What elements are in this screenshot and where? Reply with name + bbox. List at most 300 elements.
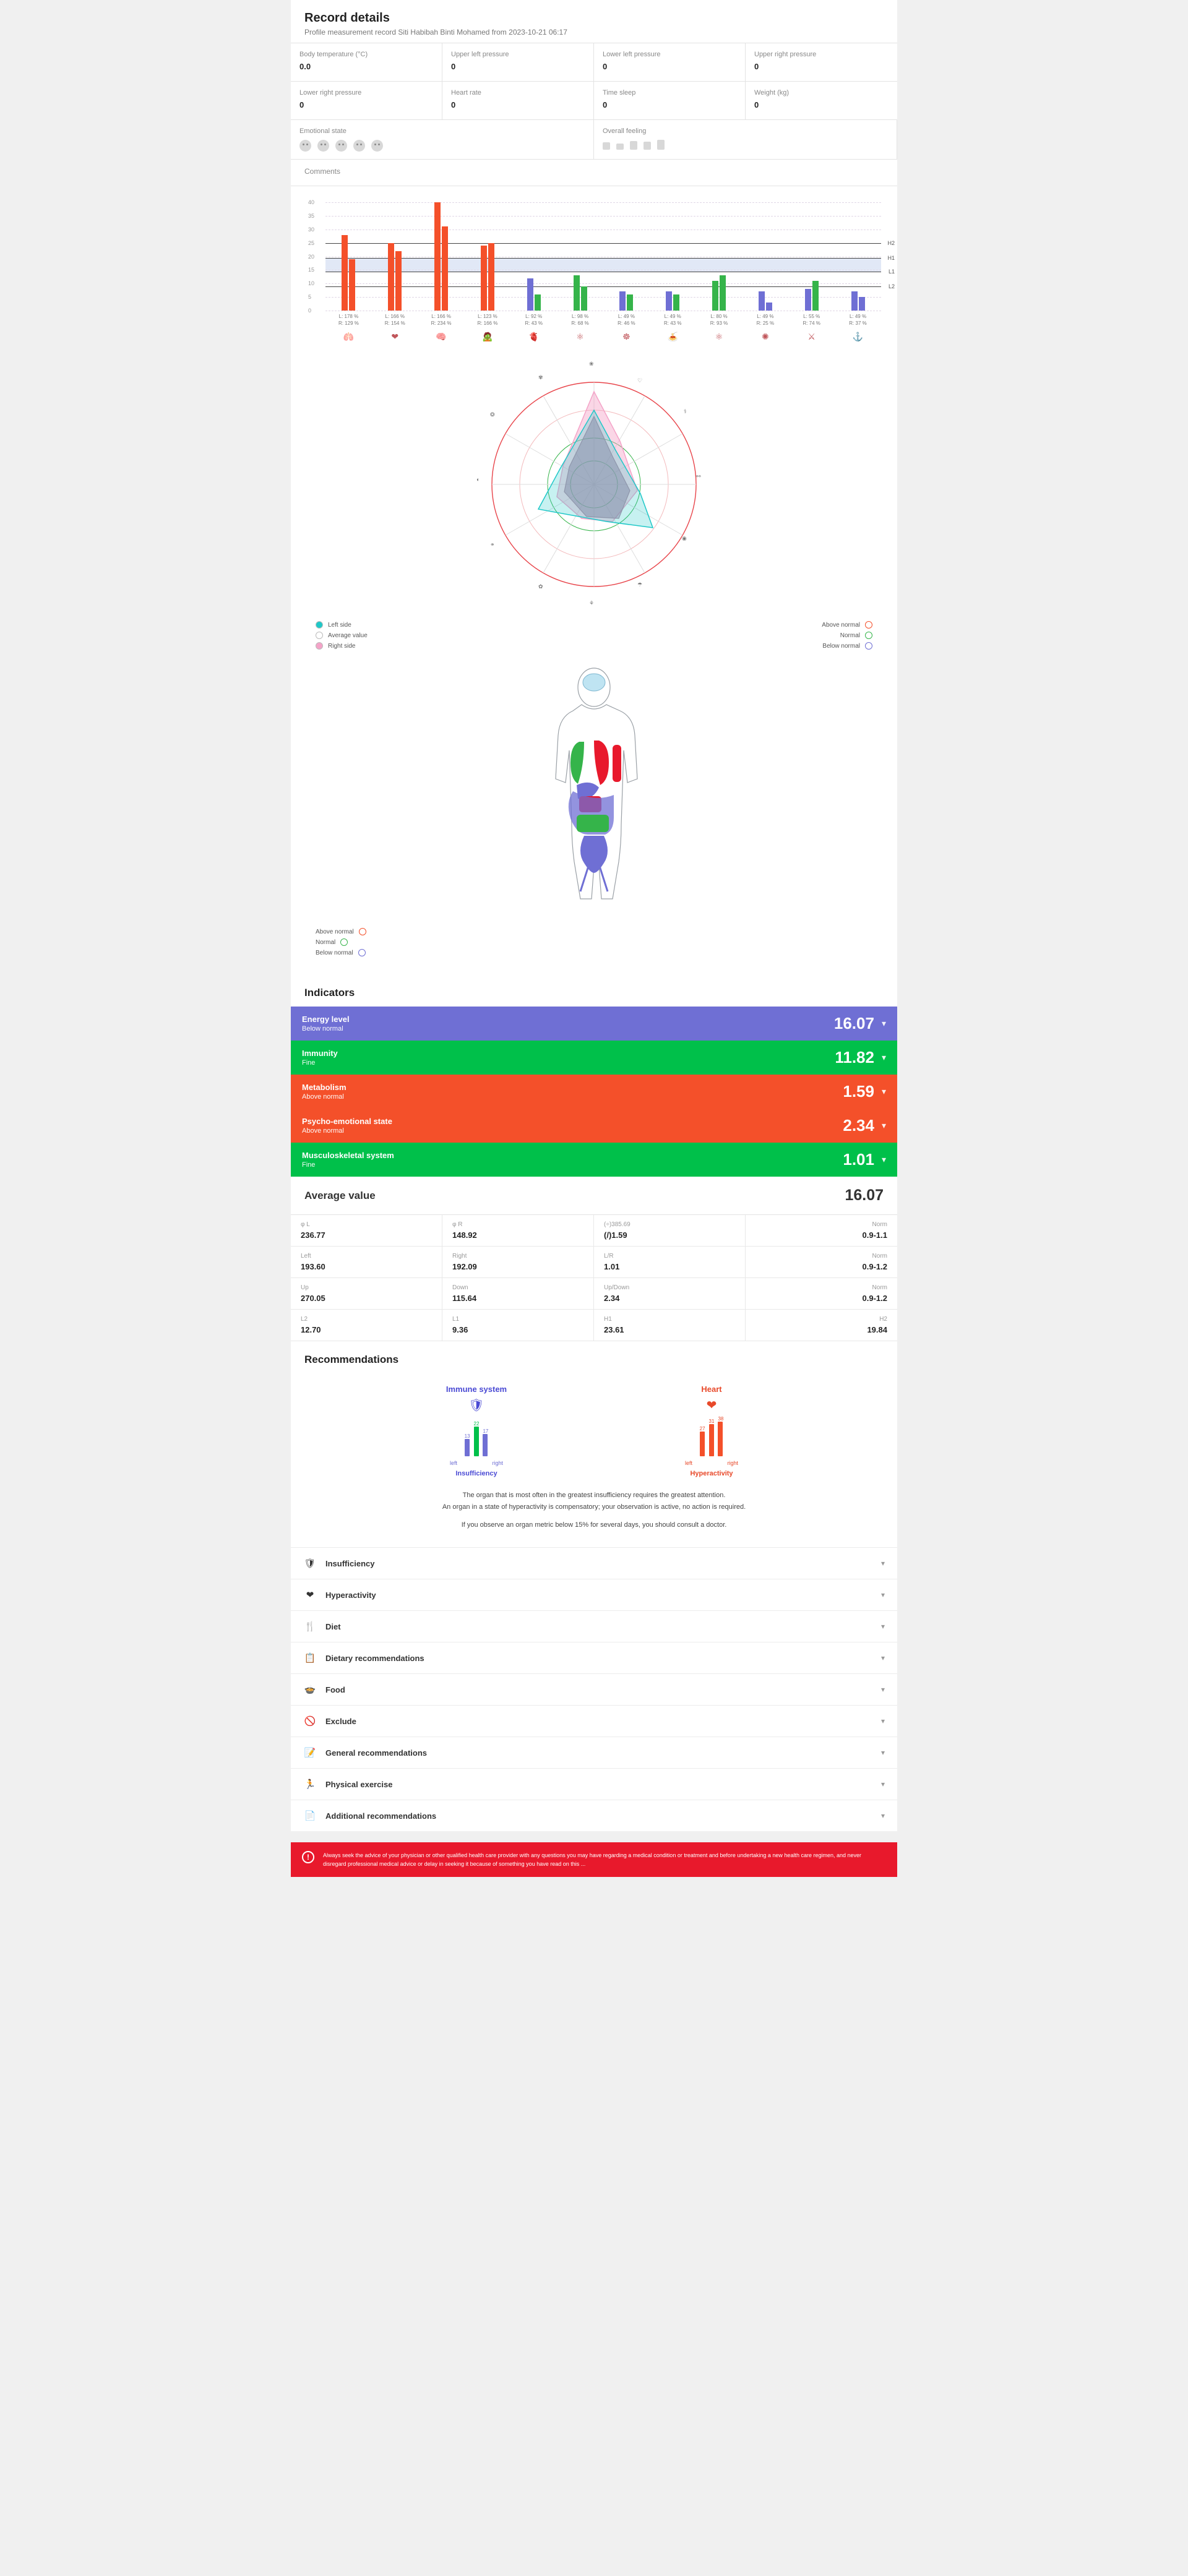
indicator-info	[302, 1015, 350, 1033]
bar-right-side[interactable]	[627, 294, 633, 311]
body-map-legend	[291, 921, 897, 974]
legend-item-right-side	[316, 642, 368, 650]
svg-text:⚘: ⚘	[589, 600, 595, 606]
x-axis-tick: L: 49 % R: 37 %	[849, 314, 867, 326]
svg-text:◉: ◉	[682, 535, 687, 541]
x-axis-tick: L: 178 % R: 129 %	[338, 314, 359, 326]
indicator-info	[302, 1151, 394, 1169]
heart-block	[640, 1385, 783, 1477]
stat-key: H1	[604, 1316, 612, 1323]
field-label: Upper right pressure	[754, 51, 817, 58]
legend-label: Above normal	[822, 621, 860, 629]
y-axis-tick: 10	[308, 280, 315, 287]
note-line: The organ that is most often in the greatest insufficiency requires the greatest attention.	[462, 1492, 726, 1499]
indicator-name: Metabolism	[302, 1083, 346, 1092]
accordion-label: Insufficiency	[325, 1558, 375, 1568]
record-subtitle: Profile measurement record Siti Habibah Binti Mohamed from 2023-10-21 06:17	[304, 28, 567, 36]
clipboard-icon: 📝	[304, 1748, 316, 1758]
reference-label: H2	[887, 239, 895, 246]
legend-swatch	[316, 642, 323, 650]
indicator-value: 1.59	[843, 1082, 874, 1101]
indicator-value: 11.82	[835, 1048, 874, 1067]
bar-value: 38	[718, 1416, 724, 1422]
bar-left-side[interactable]	[666, 291, 672, 311]
chevron-down-icon[interactable]: ▾	[880, 1780, 885, 1788]
indicator-value: 2.34	[843, 1116, 874, 1135]
stat-cell	[442, 1247, 594, 1278]
legend-item-average-value	[316, 632, 368, 639]
bar	[709, 1424, 714, 1456]
accordion-food[interactable]	[291, 1673, 897, 1705]
field-label: Weight (kg)	[754, 89, 790, 97]
feeling-bar-icon[interactable]	[616, 144, 624, 150]
legend-swatch	[358, 949, 366, 956]
legend-item-normal	[822, 632, 872, 639]
plus-note-icon: 📄	[304, 1811, 316, 1821]
heart-title: Heart	[701, 1385, 722, 1394]
right-label: right	[727, 1460, 738, 1466]
stat-key: Up/Down	[604, 1284, 630, 1291]
indicator-right	[843, 1082, 886, 1101]
stat-value: 0.9-1.2	[862, 1294, 887, 1303]
field-label: Time sleep	[603, 89, 636, 97]
x-axis-tick: L: 49 % R: 25 %	[756, 314, 775, 326]
accordion-label: Exclude	[325, 1716, 356, 1726]
x-axis-tick: L: 49 % R: 46 %	[618, 314, 635, 326]
accordion-physical-exercise[interactable]	[291, 1768, 897, 1800]
emotional-face-options[interactable]	[299, 140, 585, 152]
liver-icon[interactable]: 🫀	[528, 332, 540, 341]
bar-column[interactable]	[464, 202, 510, 311]
reference-label: L1	[888, 268, 895, 275]
bar-column[interactable]	[603, 202, 650, 311]
stat-value: 1.01	[604, 1262, 620, 1271]
bar-right-side[interactable]	[395, 251, 402, 311]
pancreas-icon[interactable]: ⚛	[576, 332, 584, 341]
stat-key: Norm	[872, 1221, 887, 1228]
disclaimer-banner	[291, 1842, 897, 1877]
stat-value: 236.77	[301, 1230, 325, 1240]
indicator-right	[834, 1014, 886, 1033]
legend-item-above-normal	[316, 928, 897, 935]
body-map	[291, 665, 897, 921]
field-label: Upper left pressure	[451, 51, 509, 58]
bar-right-side[interactable]	[720, 275, 726, 311]
face-icon[interactable]	[335, 140, 347, 152]
immune-system-title: Immune system	[446, 1385, 507, 1394]
x-axis-tick: L: 80 % R: 93 %	[710, 314, 728, 326]
field-value: 0	[603, 100, 608, 109]
kidney-icon[interactable]: 🍝	[667, 332, 678, 341]
stat-cell	[291, 1215, 442, 1247]
y-axis-tick: 25	[308, 239, 315, 246]
chevron-down-icon[interactable]: ▾	[880, 1748, 885, 1757]
accordion-label: Food	[325, 1685, 345, 1694]
stat-cell	[442, 1278, 594, 1310]
field-value: 0	[451, 100, 456, 109]
field-upper-right-pressure	[746, 43, 897, 82]
field-label: Emotional state	[299, 127, 346, 135]
y-axis-tick: 15	[308, 267, 315, 273]
thyroid-icon[interactable]: ⚔	[807, 332, 816, 341]
comments-field[interactable]: Comments	[291, 160, 897, 186]
spine-icon[interactable]: ⚓	[852, 332, 864, 341]
heart-icon: ❤	[706, 1399, 717, 1412]
accordion-exclude[interactable]	[291, 1705, 897, 1737]
reference-label: L2	[888, 283, 895, 290]
body-map-svg	[520, 668, 668, 915]
stat-value: (/)1.59	[604, 1230, 627, 1240]
bar-right-side[interactable]	[442, 226, 448, 311]
note-icon: 📋	[304, 1653, 316, 1664]
accordion-label: Dietary recommendations	[325, 1653, 424, 1663]
x-axis-tick: L: 123 % R: 166 %	[477, 314, 498, 326]
recommendations-card	[291, 1341, 897, 1831]
heart-bars	[640, 1416, 783, 1456]
accordion-label: Hyperactivity	[325, 1590, 376, 1600]
indicator-name: Energy level	[302, 1015, 350, 1024]
accordion-diet[interactable]	[291, 1610, 897, 1642]
bar-right-side[interactable]	[766, 303, 772, 311]
bar-column[interactable]	[835, 202, 881, 311]
stat-key: Left	[301, 1253, 311, 1260]
accordion-general-recommendations[interactable]	[291, 1737, 897, 1768]
bar-left-side[interactable]	[574, 275, 580, 311]
svg-text:♡: ♡	[637, 377, 643, 384]
legend-label: Left side	[328, 621, 351, 629]
stat-cell	[746, 1310, 897, 1341]
field-upper-left-pressure	[442, 43, 594, 82]
indicator-row[interactable]	[291, 1143, 897, 1177]
record-fields-grid	[291, 43, 897, 160]
accordion-insufficiency[interactable]	[291, 1547, 897, 1579]
field-lower-right-pressure	[291, 82, 442, 120]
indicator-state: Above normal	[302, 1127, 344, 1135]
x-axis-tick: L: 166 % R: 234 %	[431, 314, 452, 326]
exercise-icon: 🏃	[304, 1779, 316, 1790]
legend-swatch	[340, 938, 348, 946]
stat-cell	[291, 1247, 442, 1278]
stat-cell	[746, 1215, 897, 1247]
field-time-sleep	[594, 82, 746, 120]
stat-key: L/R	[604, 1253, 614, 1260]
chevron-down-icon[interactable]: ▾	[880, 1717, 885, 1725]
field-label: Lower left pressure	[603, 51, 661, 58]
shield-icon: 🛡	[304, 1558, 316, 1569]
bar-column[interactable]	[650, 202, 696, 311]
heart-icon[interactable]: ❤	[391, 332, 399, 341]
indicator-info	[302, 1117, 392, 1135]
bar-group	[325, 202, 881, 311]
chevron-down-icon[interactable]: ▾	[881, 1018, 886, 1028]
indicator-row[interactable]	[291, 1109, 897, 1143]
immune-state: Insufficiency	[455, 1470, 497, 1477]
bar-column[interactable]	[557, 202, 603, 311]
bar-column[interactable]	[510, 202, 557, 311]
bar-left-side[interactable]	[527, 278, 533, 311]
legend-label: Normal	[840, 632, 860, 639]
stat-key: Down	[452, 1284, 468, 1291]
feeling-bar-icon[interactable]	[644, 142, 651, 150]
indicator-value: 1.01	[843, 1150, 874, 1169]
chevron-down-icon[interactable]: ▾	[881, 1052, 886, 1062]
radar-chart	[291, 348, 897, 614]
field-label: Body temperature (°C)	[299, 51, 368, 58]
accordion-additional-recommendations[interactable]	[291, 1800, 897, 1831]
reference-label: H1	[887, 254, 895, 261]
svg-text:⚕: ⚕	[684, 408, 687, 414]
legend-label: Below normal	[316, 949, 353, 956]
legend-swatch	[316, 621, 323, 629]
stat-key: L2	[301, 1316, 308, 1323]
overall-feeling-options[interactable]	[603, 140, 888, 150]
accordion-label: Diet	[325, 1621, 341, 1631]
accordion-list	[291, 1547, 897, 1831]
y-axis-tick: 40	[308, 199, 315, 205]
feeling-bar-icon[interactable]	[657, 140, 665, 150]
statistics-grid	[291, 1215, 897, 1341]
x-axis-tick: L: 166 % R: 154 %	[384, 314, 405, 326]
bar-right-side[interactable]	[535, 294, 541, 311]
stat-cell	[746, 1247, 897, 1278]
indicator-right	[843, 1150, 886, 1169]
indicator-info	[302, 1049, 338, 1067]
face-icon[interactable]	[317, 140, 329, 152]
svg-text:◐: ◐	[476, 476, 480, 483]
legend-swatch	[359, 928, 366, 935]
face-icon[interactable]	[299, 140, 311, 152]
stat-value: 0.9-1.2	[862, 1262, 887, 1271]
indicator-right	[843, 1116, 886, 1135]
bladder-icon[interactable]: ⚛	[715, 332, 723, 341]
chevron-down-icon[interactable]: ▾	[880, 1559, 885, 1568]
accordion-hyperactivity[interactable]	[291, 1579, 897, 1610]
bar-chart-x-labels	[325, 313, 881, 327]
stat-cell	[594, 1278, 746, 1310]
indicator-name: Psycho-emotional state	[302, 1117, 392, 1126]
x-axis-tick: L: 98 % R: 68 %	[571, 314, 589, 326]
bar	[718, 1422, 723, 1456]
stat-value: 192.09	[452, 1262, 477, 1271]
exclude-icon: 🚫	[304, 1716, 316, 1727]
chevron-down-icon[interactable]: ▾	[880, 1685, 885, 1694]
bar-column[interactable]	[742, 202, 788, 311]
svg-text:⚯: ⚯	[696, 473, 701, 479]
stomach-icon[interactable]: 🧟	[482, 332, 493, 341]
bar	[483, 1434, 488, 1456]
stat-value: 12.70	[301, 1325, 321, 1334]
bar-chart-organ-icons	[325, 332, 881, 342]
svg-text:✾: ✾	[538, 374, 543, 380]
svg-text:✿: ✿	[538, 583, 543, 590]
chevron-down-icon[interactable]: ▾	[881, 1086, 886, 1096]
bar-column[interactable]	[696, 202, 742, 311]
indicator-right	[835, 1048, 886, 1067]
stat-value: 19.84	[867, 1325, 887, 1334]
field-value: 0	[451, 62, 456, 71]
bar	[700, 1432, 705, 1456]
bar-right-side[interactable]	[859, 297, 865, 311]
accordion-dietary-recommendations[interactable]	[291, 1642, 897, 1673]
svg-text:⚭: ⚭	[490, 541, 495, 547]
intestine-icon[interactable]: ✺	[762, 332, 769, 341]
svg-text:❂: ❂	[490, 411, 495, 418]
cutlery-icon: 🍴	[304, 1621, 316, 1632]
stat-value: 148.92	[452, 1230, 477, 1240]
bar-right-side[interactable]	[488, 243, 494, 311]
stat-value: 9.36	[452, 1325, 468, 1334]
bar-left-side[interactable]	[759, 291, 765, 311]
bar-left-side[interactable]	[434, 202, 441, 311]
indicator-state: Below normal	[302, 1025, 343, 1033]
chevron-down-icon[interactable]: ▾	[880, 1591, 885, 1599]
bar-value: 13	[464, 1433, 470, 1439]
disclaimer-text: Always seek the advice of your physician or other qualified health care provider with any questions you may have regarding a medical condition or treatment and before undertaking a new health care regimen, and never disregard professional medical advice or delay in seeking it because of something you have read on this ...	[323, 1852, 862, 1867]
exclamation-icon: !	[302, 1851, 314, 1863]
bar-right-side[interactable]	[349, 259, 355, 311]
x-axis-tick: L: 55 % R: 74 %	[803, 314, 820, 326]
stat-cell	[291, 1278, 442, 1310]
y-axis-tick: 5	[308, 294, 312, 301]
note-line: If you observe an organ metric below 15% for several days, you should consult a doctor.	[461, 1521, 727, 1529]
bar-column[interactable]	[372, 202, 418, 311]
legend-item-above-normal	[822, 621, 872, 629]
indicator-state: Above normal	[302, 1093, 344, 1101]
feeling-bar-icon[interactable]	[603, 142, 610, 150]
stat-key: (÷)385.69	[604, 1221, 631, 1228]
bar-value: 17	[483, 1428, 489, 1434]
radar-svg	[452, 354, 736, 614]
stat-value: 23.61	[604, 1325, 624, 1334]
note-line: An organ in a state of hyperactivity is compensatory; your observation is active, no action is required.	[442, 1503, 746, 1511]
stat-cell	[594, 1310, 746, 1341]
brain-icon[interactable]: 🧠	[436, 332, 447, 341]
indicator-name: Musculoskeletal system	[302, 1151, 394, 1160]
field-value: 0	[754, 100, 759, 109]
indicator-name: Immunity	[302, 1049, 338, 1058]
y-axis-tick: 20	[308, 253, 315, 260]
svg-text:❀: ❀	[589, 361, 594, 367]
indicator-value: 16.07	[833, 1014, 874, 1033]
immune-system-block	[405, 1385, 548, 1477]
spleen-icon[interactable]: ☸	[622, 332, 631, 341]
x-axis-tick: L: 49 % R: 43 %	[663, 314, 682, 326]
legend-swatch	[865, 621, 872, 629]
face-icon[interactable]	[371, 140, 383, 152]
recommendation-notes	[291, 1481, 897, 1534]
stat-key: L1	[452, 1316, 460, 1323]
record-details-card	[291, 0, 897, 186]
chevron-down-icon[interactable]: ▾	[881, 1154, 886, 1164]
bar-left-side[interactable]	[619, 291, 626, 311]
stat-cell	[442, 1310, 594, 1341]
lungs-icon[interactable]: 🫁	[343, 332, 355, 341]
stat-key: Up	[301, 1284, 309, 1291]
stat-value: 0.9-1.1	[862, 1230, 887, 1240]
accordion-label: Physical exercise	[325, 1779, 393, 1789]
bar-left-side[interactable]	[851, 291, 858, 311]
y-axis-tick: 0	[308, 307, 312, 314]
bar-column[interactable]	[418, 202, 465, 311]
bar	[474, 1427, 479, 1456]
bar-right-side[interactable]	[673, 294, 679, 311]
average-value-row	[291, 1177, 897, 1215]
field-overall-feeling	[594, 120, 897, 160]
stat-cell	[291, 1310, 442, 1341]
bar-left-side[interactable]	[712, 281, 718, 311]
field-value: 0.0	[299, 62, 311, 71]
chevron-down-icon[interactable]: ▾	[881, 1120, 886, 1130]
legend-label: Above normal	[316, 928, 354, 935]
indicator-row[interactable]	[291, 1075, 897, 1109]
right-label: right	[492, 1460, 503, 1466]
indicator-row[interactable]	[291, 1041, 897, 1075]
x-axis-tick: L: 92 % R: 43 %	[525, 314, 543, 326]
field-heart-rate	[442, 82, 594, 120]
bar-left-side[interactable]	[342, 235, 348, 311]
chevron-down-icon[interactable]: ▾	[880, 1811, 885, 1820]
chevron-down-icon[interactable]: ▾	[880, 1622, 885, 1631]
bar-left-side[interactable]	[388, 243, 394, 311]
indicators-list	[291, 1007, 897, 1177]
field-value: 0	[603, 62, 608, 71]
stat-value: 115.64	[452, 1294, 477, 1303]
bar-column[interactable]	[325, 202, 372, 311]
page-title: Record details	[304, 11, 390, 25]
food-icon: 🍲	[304, 1685, 316, 1695]
field-label: Overall feeling	[603, 127, 647, 135]
average-value-number: 16.07	[845, 1187, 884, 1204]
indicator-state: Fine	[302, 1059, 316, 1067]
legend-swatch	[865, 632, 872, 639]
bar-right-side[interactable]	[812, 281, 819, 311]
bar-right-side[interactable]	[581, 286, 587, 311]
stat-key: Norm	[872, 1284, 887, 1291]
feeling-bar-icon[interactable]	[630, 141, 637, 150]
stat-key: Right	[452, 1253, 467, 1260]
legend-label: Below normal	[822, 642, 860, 650]
indicator-row[interactable]	[291, 1007, 897, 1041]
heart-icon: ❤	[306, 1590, 314, 1600]
radar-legend	[291, 614, 897, 665]
indicators-card	[291, 974, 897, 1341]
immune-bars	[405, 1419, 548, 1456]
bar-left-side[interactable]	[805, 289, 811, 311]
field-weight	[746, 82, 897, 120]
chevron-down-icon[interactable]: ▾	[880, 1654, 885, 1662]
bar	[465, 1439, 470, 1456]
svg-text:☂: ☂	[637, 582, 643, 588]
stat-key: φ L	[301, 1221, 310, 1228]
y-axis-tick: 35	[308, 212, 315, 219]
bar-chart-plot	[308, 199, 895, 314]
bar-column[interactable]	[788, 202, 835, 311]
stat-value: 270.05	[301, 1294, 325, 1303]
field-value: 0	[299, 100, 304, 109]
bar-value: 27	[699, 1426, 705, 1432]
field-label: Lower right pressure	[299, 89, 362, 97]
indicator-state: Fine	[302, 1161, 316, 1169]
bar-left-side[interactable]	[481, 246, 487, 311]
field-label: Heart rate	[451, 89, 481, 97]
organ-bar-chart	[291, 186, 897, 348]
face-icon[interactable]	[353, 140, 365, 152]
stat-value: 2.34	[604, 1294, 620, 1303]
heart-state: Hyperactivity	[690, 1470, 733, 1477]
indicators-title: Indicators	[304, 987, 355, 998]
recommendation-charts	[291, 1373, 897, 1481]
legend-item-below-normal	[822, 642, 872, 650]
